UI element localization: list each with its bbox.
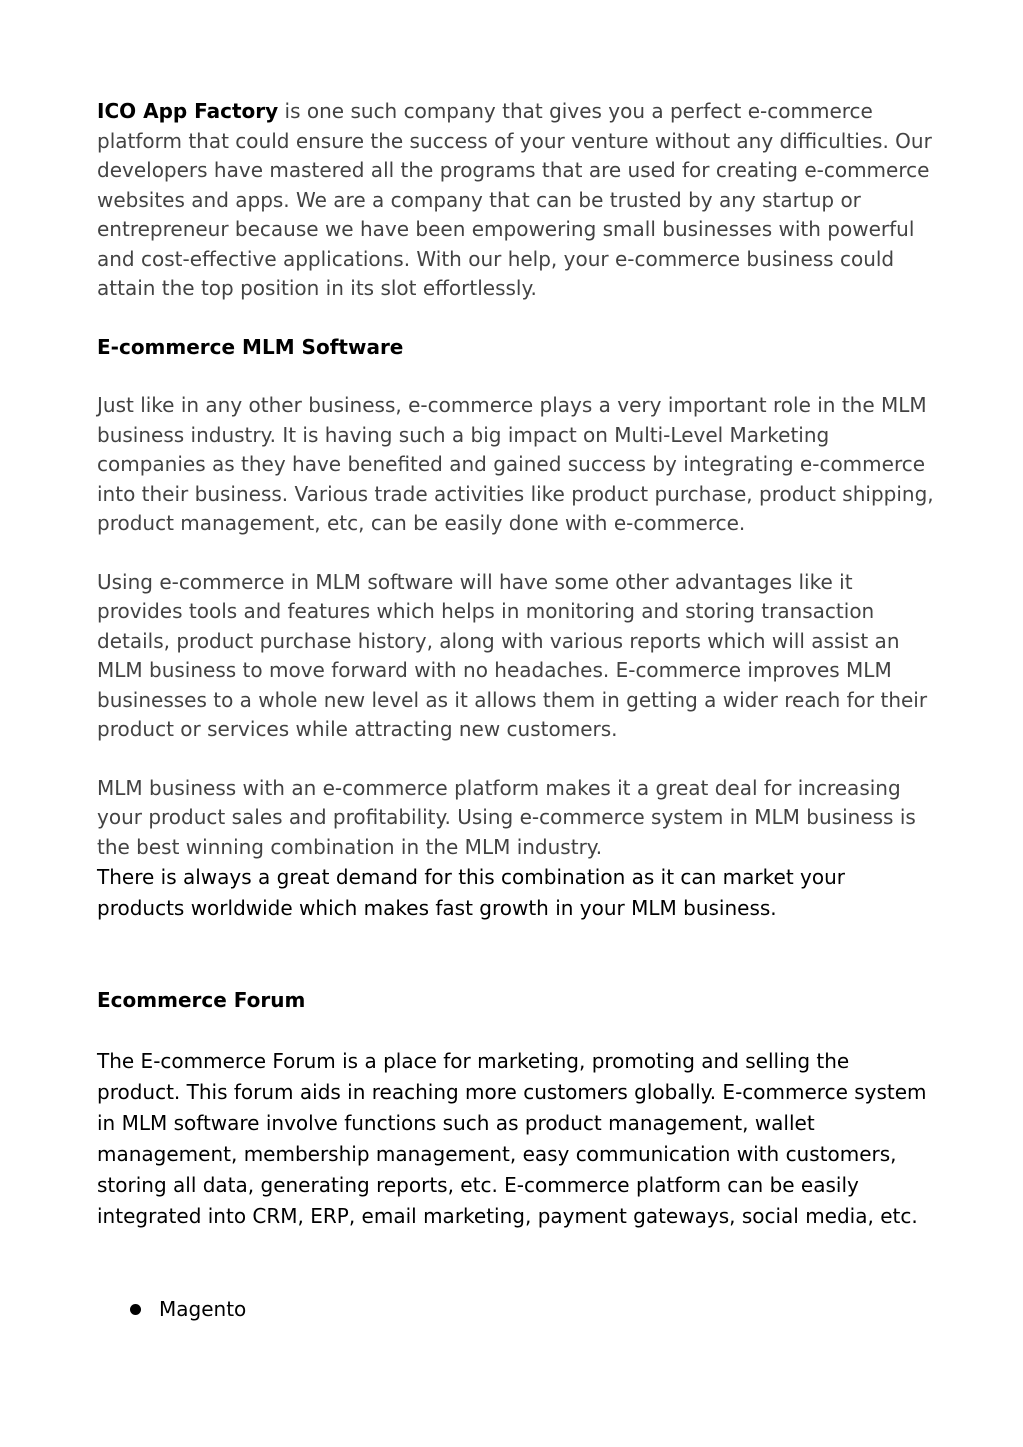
company-name: ICO App Factory xyxy=(97,99,279,123)
paragraph-ecommerce-forum: The E-commerce Forum is a place for marketing, promoting and selling the product. This forum aids in reaching more customers globally. E-commerce system in MLM software involve functions such as product management, wallet management, membership management, easy communication with customers, storing all data, generating reports, etc. E-commerce platform can be easily integrated into CRM, ERP, email marketing, payment gateways, social media, etc. xyxy=(97,1048,927,1228)
intro-paragraph xyxy=(97,97,937,304)
list-item-label: Magento xyxy=(159,1296,247,1321)
paragraph-mlm-demand: There is always a great demand for this combination as it can market your products worldwide which makes fast growth in your MLM business. xyxy=(97,865,845,920)
section-heading-mlm-software: E-commerce MLM Software xyxy=(97,334,404,359)
paragraph-mlm-profitability: MLM business with an e-commerce platform makes it a great deal for increasing your product sales and profitability. Using e-commerce system in MLM business is the best winning combination in the MLM industry. xyxy=(97,775,916,859)
bullet-dot-icon xyxy=(130,1304,141,1315)
intro-text: is one such company that gives you a perfect e-commerce platform that could ensure the success of your venture without any difficulties. Our developers have mastered all the programs that are used for creating e-commerce websites and apps. We are a company that can be trusted by any startup or entrepreneur because we have been empowering small businesses with powerful and cost-effective applications. With our help, your e-commerce business could attain the top position in its slot effortlessly. xyxy=(97,99,932,300)
list-item xyxy=(97,1294,937,1325)
bullet-list xyxy=(97,1294,937,1325)
section-heading-ecommerce-forum: Ecommerce Forum xyxy=(97,988,306,1012)
paragraph-mlm-advantages: Using e-commerce in MLM software will have some other advantages like it provides tools and features which helps in monitoring and storing transaction details, product purchase history, along with various reports which will assist an MLM business to move forward with no headaches. E-commerce improves MLM businesses to a whole new level as it allows them in getting a wider reach for their product or services while attracting new customers. xyxy=(97,569,928,741)
document-body xyxy=(97,97,937,1325)
paragraph-mlm-industry: Just like in any other business, e-commerce plays a very important role in the MLM business industry. It is having such a big impact on Multi-Level Marketing companies as they have benefited and gained success by integrating e-commerce into their business. Various trade activities like product purchase, product shipping, product management, etc, can be easily done with e-commerce. xyxy=(97,393,934,535)
